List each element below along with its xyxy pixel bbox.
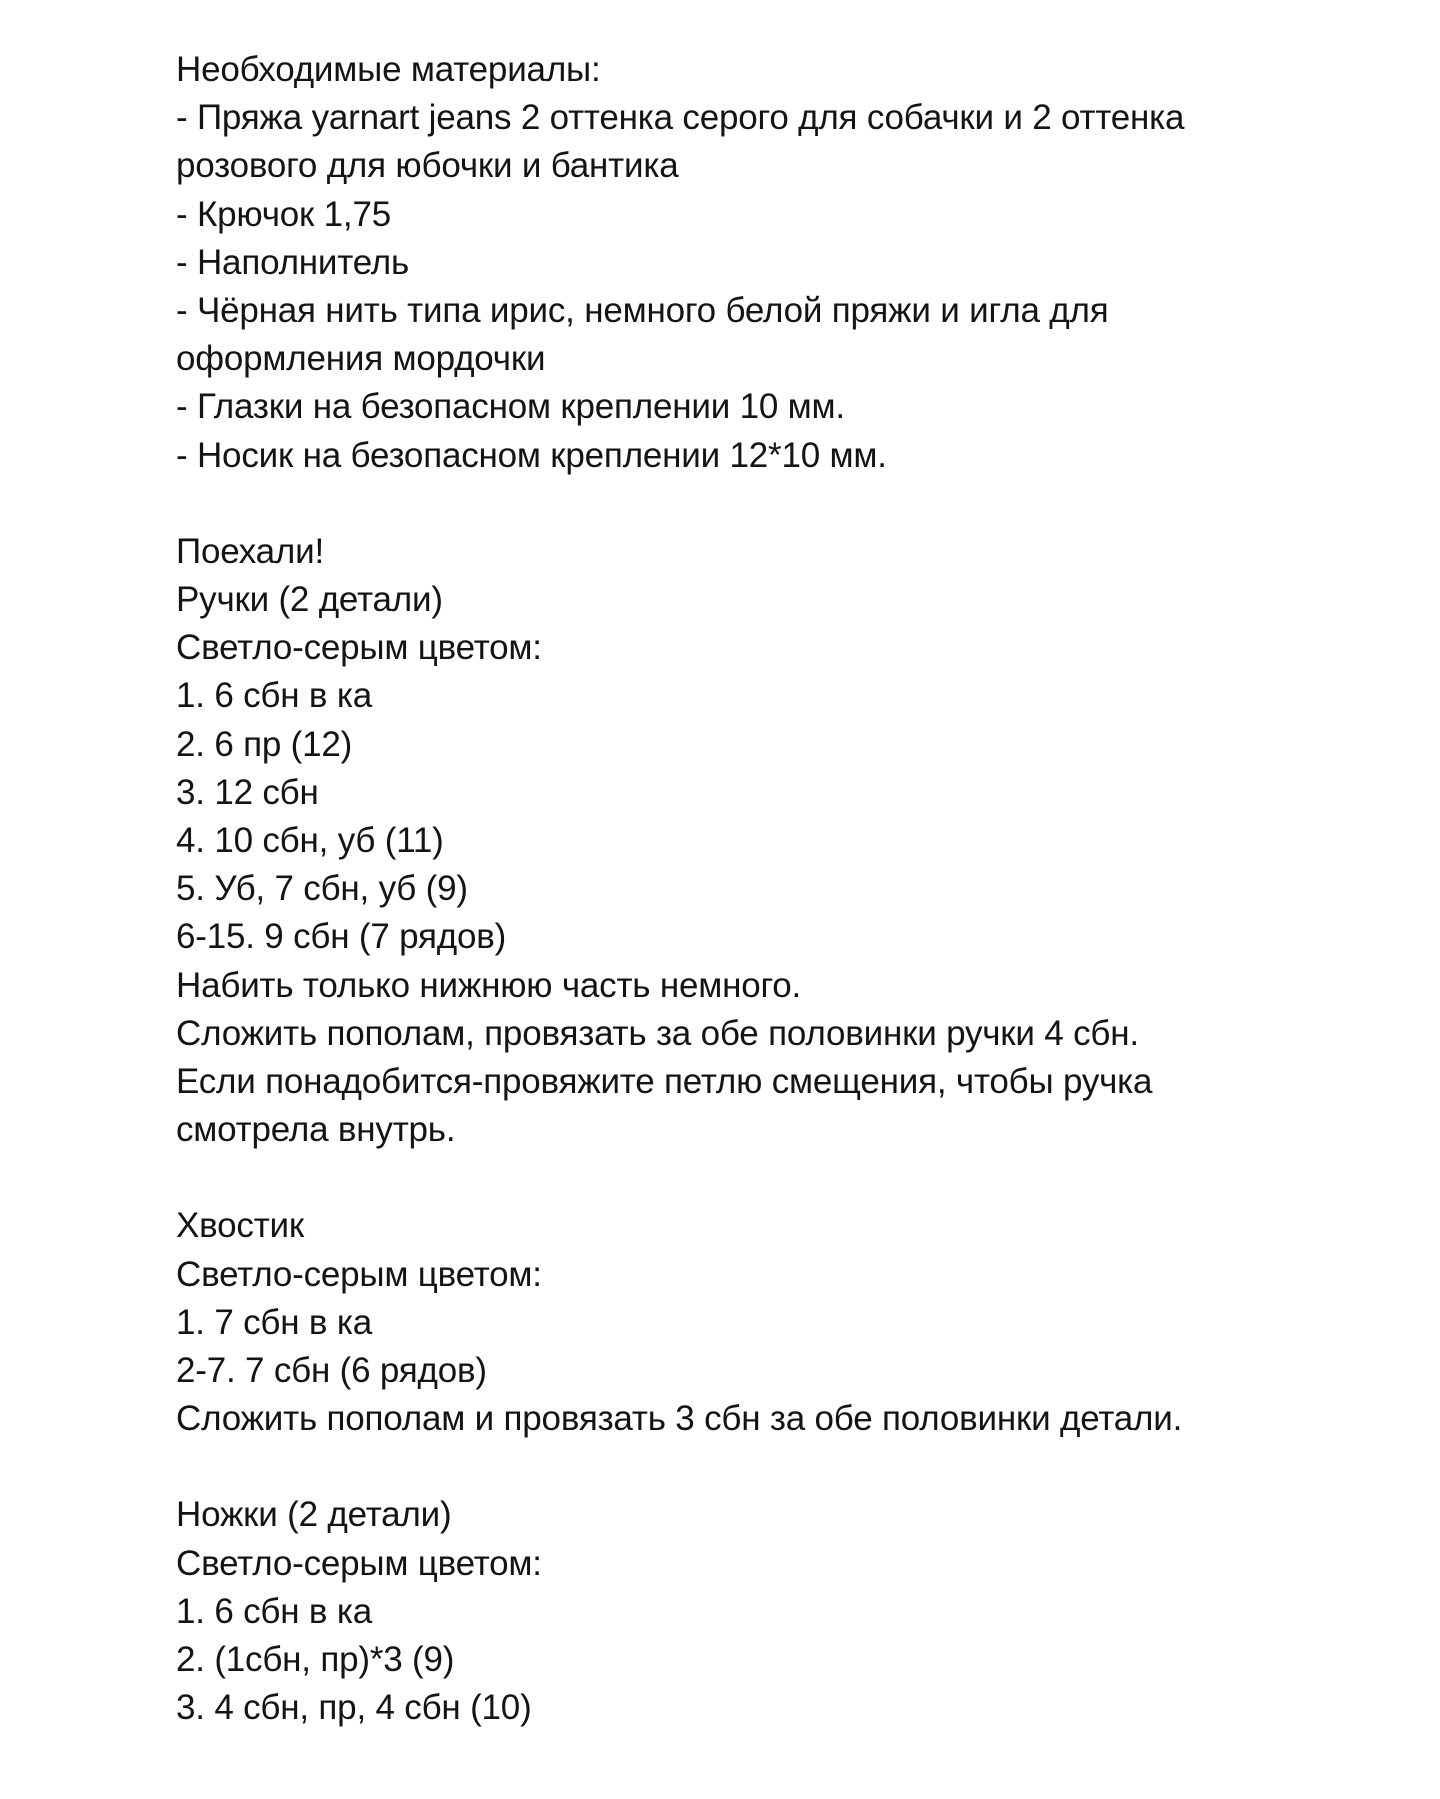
pattern-row: 1. 7 сбн в ка [176,1302,372,1342]
tail-section [176,1202,1336,1443]
instruction-note: Сложить пополам, провязать за обе половинки ручки 4 сбн. [176,1013,1139,1053]
pattern-row: 6-15. 9 сбн (7 рядов) [176,917,507,957]
materials-line: - Чёрная нить типа ирис, немного белой пряжи и игла для [176,291,1109,331]
spacer [176,1443,1336,1491]
section-title: Хвостик [176,1206,305,1246]
materials-line: - Глазки на безопасном креплении 10 мм. [176,387,845,427]
section-title: Ручки (2 детали) [176,580,443,620]
materials-section [176,46,1336,480]
instruction-note: смотрела внутрь. [176,1110,456,1150]
pattern-row: 1. 6 сбн в ка [176,1591,372,1631]
pattern-row: 2. 6 пр (12) [176,724,353,764]
spacer [176,1154,1336,1202]
intro-text: Поехали! [176,531,324,571]
materials-line: - Наполнитель [176,242,410,282]
color-note: Светло-серым цветом: [176,1254,542,1294]
materials-line: розового для юбочки и бантика [176,146,679,186]
spacer [176,480,1336,528]
pattern-row: 3. 4 сбн, пр, 4 сбн (10) [176,1688,532,1728]
instruction-note: Набить только нижнюю часть немного. [176,965,802,1005]
materials-line: - Носик на безопасном креплении 12*10 мм. [176,435,887,475]
pattern-row: 5. Уб, 7 сбн, уб (9) [176,869,468,909]
instruction-note: Сложить пополам и провязать 3 сбн за обе половинки детали. [176,1399,1183,1439]
materials-line: - Крючок 1,75 [176,194,391,234]
legs-section [176,1491,1336,1732]
pattern-row: 2. (1сбн, пр)*3 (9) [176,1640,455,1680]
pattern-row: 2-7. 7 сбн (6 рядов) [176,1351,487,1391]
materials-line: оформления мордочки [176,339,546,379]
arms-section [176,528,1336,1155]
color-note: Светло-серым цветом: [176,1543,542,1583]
pattern-row: 1. 6 сбн в ка [176,676,372,716]
materials-title: Необходимые материалы: [176,50,601,89]
section-title: Ножки (2 детали) [176,1495,452,1535]
pattern-document [176,46,1336,1733]
color-note: Светло-серым цветом: [176,628,542,668]
pattern-row: 4. 10 сбн, уб (11) [176,821,444,861]
pattern-row: 3. 12 сбн [176,772,319,812]
materials-line: - Пряжа yarnart jeans 2 оттенка серого для собачки и 2 оттенка [176,98,1185,138]
instruction-note: Если понадобится-провяжите петлю смещения, чтобы ручка [176,1062,1153,1102]
